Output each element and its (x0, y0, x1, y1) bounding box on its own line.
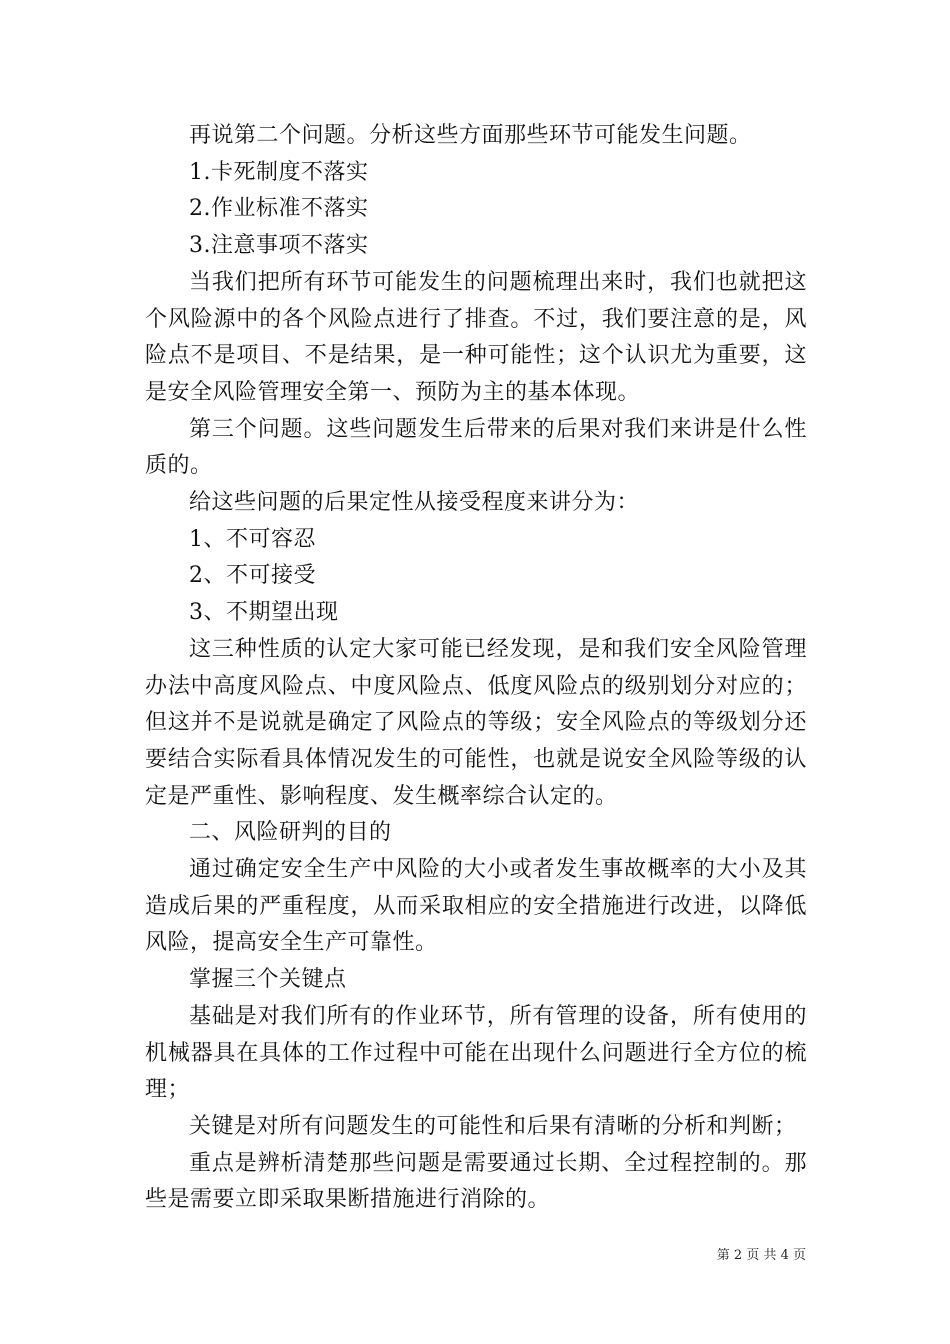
list-item: 1、不可容忍 (189, 526, 316, 552)
paragraph: 基础是对我们所有的作业环节，所有管理的设备，所有使用的机械器具在具体的工作过程中可能在出现什么问题进行全方位的梳理； (145, 1003, 807, 1103)
paragraph: 关键是对所有问题发生的可能性和后果有清晰的分析和判断； (189, 1113, 797, 1139)
section-heading: 二、风险研判的目的 (189, 820, 392, 846)
paragraph: 通过确定安全生产中风险的大小或者发生事故概率的大小及其造成后果的严重程度，从而采取相应的安全措施进行改进，以降低风险，提高安全生产可靠性。 (145, 857, 807, 956)
paragraph: 再说第二个问题。分析这些方面那些环节可能发生问题。 (189, 123, 752, 148)
paragraph: 重点是辨析清楚那些问题是需要通过长期、全过程控制的。那些是需要立即采取果断措施进行消除的。 (145, 1150, 807, 1213)
list-item: 3.注意事项不落实 (189, 233, 369, 259)
list-item: 2.作业标准不落实 (189, 196, 369, 222)
document-body (145, 118, 807, 1219)
subheading: 掌握三个关键点 (189, 967, 347, 993)
list-item: 1.卡死制度不落实 (189, 159, 369, 185)
paragraph: 这三种性质的认定大家可能已经发现，是和我们安全风险管理办法中高度风险点、中度风险点、低度风险点的级别划分对应的；但这并不是说就是确定了风险点的等级；安全风险点的等级划分还要结合实际看具体情况发生的可能性，也就是说安全风险等级的认定是严重性、影响程度、发生概率综合认定的。 (145, 636, 807, 809)
list-item: 3、不期望出现 (189, 600, 339, 626)
list-item: 2、不可接受 (189, 563, 316, 589)
paragraph: 给这些问题的后果定性从接受程度来讲分为： (189, 490, 640, 516)
paragraph: 当我们把所有环节可能发生的问题梳理出来时，我们也就把这个风险源中的各个风险点进行了排查。不过，我们要注意的是，风险点不是项目、不是结果，是一种可能性；这个认识尤为重要，这是安全风险管理安全第一、预防为主的基本体现。 (145, 269, 807, 405)
paragraph: 第三个问题。这些问题发生后带来的后果对我们来讲是什么性质的。 (145, 416, 807, 479)
page-number: 第 2 页 共 4 页 (716, 1248, 806, 1263)
